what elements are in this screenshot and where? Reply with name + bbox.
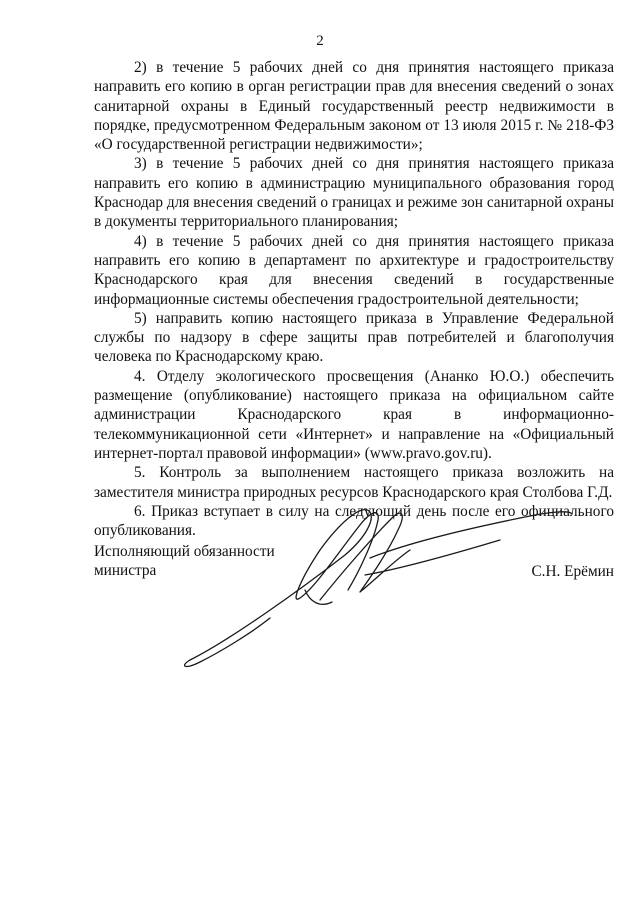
signatory-position-line1: Исполняющий обязанности xyxy=(94,543,275,560)
paragraph-item-3: 3) в течение 5 рабочих дней со дня принятия настоящего приказа направить его копию в администрацию муниципального образования город Краснодар для внесения сведений о границах и режиме зон санитарной охраны в документы территориального планирования; xyxy=(94,155,614,231)
document-body xyxy=(94,58,614,540)
paragraph-effective-date: 6. Приказ вступает в силу на следующий день после его официального опубликования. xyxy=(94,502,614,540)
signatory-position-line2: министра xyxy=(94,562,157,580)
paragraph-item-5: 5) направить копию настоящего приказа в Управление Федеральной службы по надзору в сфере защиты прав потребителей и благополучия человека по Краснодарскому краю. xyxy=(94,309,614,366)
paragraph-publication: 4. Отделу экологического просвещения (Ананко Ю.О.) обеспечить размещение (опубликование) настоящего приказа на официальном сайте администрации Краснодарского края в информационно-телекоммуникационной сети «Интернет» и направление на «Официальный интернет-портал правовой информации» (www.pravo.gov.ru). xyxy=(94,367,614,462)
page-number: 2 xyxy=(316,33,324,49)
paragraph-item-4: 4) в течение 5 рабочих дней со дня принятия настоящего приказа направить его копию в департамент по архитектуре и градостроительству Краснодарского края для внесения сведений в государственные информационные системы обеспечения градостроительной деятельности; xyxy=(94,232,614,308)
paragraph-control: 5. Контроль за выполнением настоящего приказа возложить на заместителя министра природных ресурсов Краснодарского края Столбова Г.Д. xyxy=(94,464,614,501)
paragraph-item-2: 2) в течение 5 рабочих дней со дня принятия настоящего приказа направить его копию в орган регистрации прав для внесения сведений о зонах санитарной охраны в Единый государственный реестр недвижимости в порядке, предусмотренном Федеральным законом от 13 июля 2015 г. № 218-ФЗ «О государственной регистрации недвижимости»; xyxy=(94,59,614,154)
signature-block xyxy=(94,542,614,581)
signatory-name: С.Н. Ерёмин xyxy=(531,563,614,580)
